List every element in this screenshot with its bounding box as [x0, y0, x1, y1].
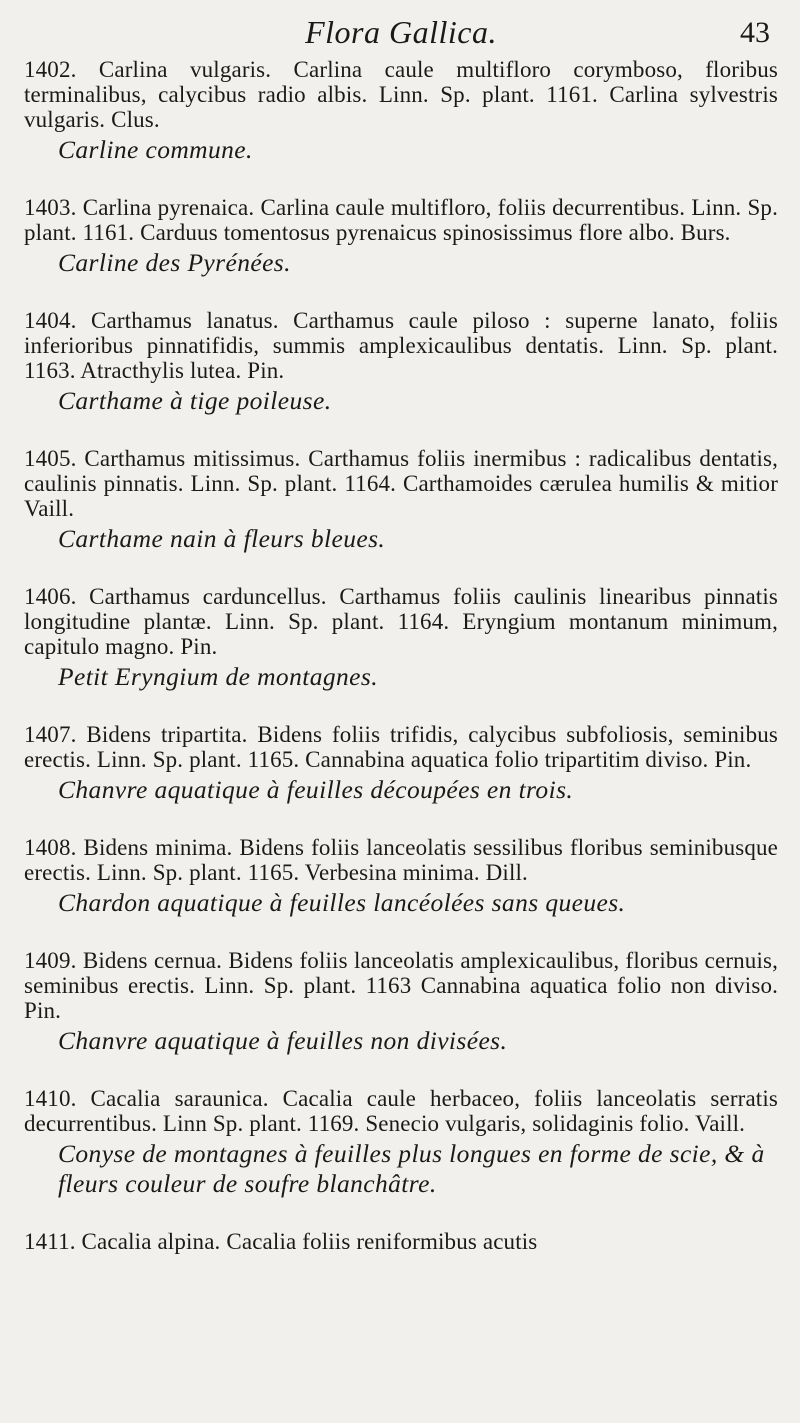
entry-latin-text: 1404. Carthamus lanatus. Carthamus caule piloso : superne lanato, foliis inferioribus pinnatifidis, summis amplexicaulibus dentatis. Linn. Sp. plant. 1163. Atracthylis lutea. Pin. — [24, 308, 778, 383]
entry-latin-text: 1403. Carlina pyrenaica. Carlina caule multifloro, foliis decurrentibus. Linn. Sp. plant. 1161. Carduus tomentosus pyrenaicus spinosissimus flore albo. Burs. — [24, 195, 778, 245]
entry-french-name: Carthame nain à fleurs bleues. — [58, 524, 386, 553]
entry-latin-text: 1411. Cacalia alpina. Cacalia foliis reniformibus acutis — [24, 1229, 538, 1254]
entry-1410 — [24, 1086, 778, 1199]
entry-latin-text: 1402. Carlina vulgaris. Carlina caule multifloro corymboso, floribus terminalibus, calycibus radio albis. Linn. Sp. plant. 1161. Carlina sylvestris vulgaris. Clus. — [24, 57, 778, 132]
entry-1404 — [24, 308, 778, 416]
entry-1403 — [24, 195, 778, 278]
entry-french-name: Chanvre aquatique à feuilles non divisées. — [58, 1026, 508, 1055]
entry-1409 — [24, 948, 778, 1056]
entry-french-name: Carline commune. — [58, 135, 253, 164]
entry-1411 — [24, 1229, 778, 1254]
page-number: 43 — [740, 16, 770, 49]
entry-french-name: Petit Eryngium de montagnes. — [58, 662, 378, 691]
entry-latin-text: 1407. Bidens tripartita. Bidens foliis trifidis, calycibus subfoliosis, seminibus erectis. Linn. Sp. plant. 1165. Cannabina aquatica folio tripartitim diviso. Pin. — [24, 722, 778, 772]
entry-1402 — [24, 57, 778, 165]
entry-french-name: Carthame à tige poileuse. — [58, 386, 332, 415]
entry-latin-text: 1406. Carthamus carduncellus. Carthamus foliis caulinis linearibus pinnatis longitudine plantæ. Linn. Sp. plant. 1164. Eryngium montanum minimum, capitulo magno. Pin. — [24, 584, 778, 659]
entry-latin-text: 1410. Cacalia saraunica. Cacalia caule herbaceo, foliis lanceolatis serratis decurrentibus. Linn Sp. plant. 1169. Senecio vulgaris, solidaginis folio. Vaill. — [24, 1086, 778, 1136]
entry-latin-text: 1405. Carthamus mitissimus. Carthamus foliis inermibus : radicalibus dentatis, caulinis pinnatis. Linn. Sp. plant. 1164. Carthamoides cærulea humilis & mitior Vaill. — [24, 446, 778, 521]
entry-latin-text: 1409. Bidens cernua. Bidens foliis lanceolatis amplexicaulibus, floribus cernuis, seminibus erectis. Linn. Sp. plant. 1163 Cannabina aquatica folio non diviso. Pin. — [24, 948, 778, 1023]
entry-1407 — [24, 722, 778, 805]
entry-latin-text: 1408. Bidens minima. Bidens foliis lanceolatis sessilibus floribus seminibusque erectis. Linn. Sp. plant. 1165. Verbesina minima. Dill. — [24, 835, 778, 885]
entry-french-name: Chardon aquatique à feuilles lancéolées sans queues. — [58, 888, 626, 917]
entry-1405 — [24, 446, 778, 554]
entries-list — [24, 57, 778, 1254]
running-title: Flora Gallica. — [305, 14, 497, 50]
page-header — [24, 0, 778, 58]
entry-1408 — [24, 835, 778, 918]
entry-french-name: Conyse de montagnes à feuilles plus longues en forme de scie, & à fleurs couleur de soufre blanchâtre. — [58, 1139, 765, 1198]
entry-french-name: Carline des Pyrénées. — [58, 248, 291, 277]
entry-french-name: Chanvre aquatique à feuilles découpées en trois. — [58, 775, 574, 804]
entry-1406 — [24, 584, 778, 692]
